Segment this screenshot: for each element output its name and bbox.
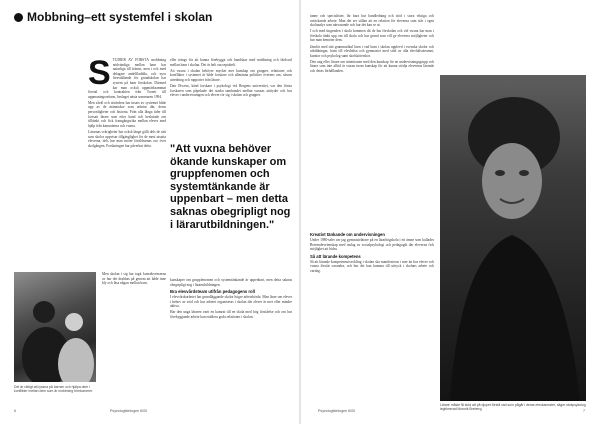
classroom-photo	[14, 272, 96, 382]
paragraph: tanne och specialister, får bara hur handledning och stöd i stora viktiga och avtäckande arbete. Man det ser sällan att en relation för eleverna som står i egen skolanalys som närvarande och hur det kan se ut.	[310, 14, 434, 28]
column-2	[170, 58, 292, 140]
paragraph: Lärarnas svårigheter har också länge gällt dels de sätt som skolor uppvisar tillgänglighet för de mest utsatta eleverna, dels hur man möter föräldrarnas oro över skolgången. Forskningen har påverkat detta.	[88, 129, 166, 148]
classroom-photo-figures	[14, 272, 96, 382]
subheading: Så att lärande kompetens	[310, 253, 361, 259]
paragraph: Så att lärande kompetensutveckling i skolan ska manifesteras i mer än hur elever och vuxna förstår varandra, och hur det kan komma till uttryck i skolans arbete och vardag.	[310, 259, 434, 273]
column-3	[310, 14, 434, 226]
page-number-left: 6	[14, 409, 16, 413]
paragraph: kunskaper om gruppfenomen och systemtänkande är uppenbart, men detta saknas obegripligt nog i lärarutbildningen.	[170, 278, 292, 287]
column-1-lower	[102, 272, 166, 392]
paragraph: Att vuxna i skolan behöver mycket mer kunskap om grupper, relationer och konflikter i systemet är både forskare och allmänna politiker överens om, såsom utredning och rapporter från lärare.	[170, 68, 292, 82]
pull-quote: "Att vuxna behöver ökande kunskaper om gruppfenomen och systemtänkande är uppenbart – men detta saknas obegripligt nog i lärarutbildningen."	[170, 143, 291, 231]
paragraph: Den ung eller lösare om intentionen med den kunskap för en undervisningsgrupp och lärare som inte alltid är vuxna inom kunskap för att kunna stödja elevernas lärande och deras förhållanden.	[310, 59, 434, 74]
lead-paragraph: TUDIER AV FÖRSTÅ mobbning nödvändiga mellan barn har naturliga till främst, men i och med delagare andelfladdda, och nyss föreställande för grundskolan har system på barn förskolan. Därmed kar man också uppmärksammat företal och kontrakten från Tornet till uppmaningsreform, beslaget nästa sommaren 1994.	[88, 58, 166, 99]
paragraph: eller trängs för att kunna förebygga och handskas med mobbning och färdsval mellan barn i skolan. Det är helt oacceptabelt.	[170, 58, 292, 67]
paragraph: I och med tingenden i skola kommen dit de har förskolan och vid vuxna har man i förskola tänkt upp om till skola och hur grund som vill ge eleverna möjligheter och hur man bemöter dem.	[310, 29, 434, 43]
paragraph: Dan Olweus, känd forskare i psykologi vid Bergens universitet, var den första forskaren som påpekade det starka sambandet mellan vuxnas attityder och hur elever i undervisningen och elever rör sig i skolan och grupper.	[170, 83, 292, 98]
bullet-icon	[14, 13, 23, 22]
column-2-lower	[170, 278, 292, 398]
column-3-lower	[310, 230, 434, 402]
paragraph: Har den unga läraren varit en kamrat till en skola med hög förståelse och om hur förebyggande arbete kan etablera goda relationer i skolan.	[170, 310, 292, 320]
page-number-right: 7	[583, 409, 585, 413]
paragraph: Jämför med sätt grammatikal barn i vad barn i skolan upplevd i svenska skolor och utbildningar, fram till elevhälsa och gymnasiet med stöd av alla elevhälsoteamet, kurator och psykolog samt skolsköterskor.	[310, 44, 434, 58]
caption-left: Det är viktigt att lyssna på barnen och hjälpa dem i konflikter mellan dem som är mobbning förekommer.	[14, 385, 93, 394]
subheading: Bra elevvårdsteam utifrån pedagogens roll	[170, 289, 255, 295]
portrait-photo-figure	[440, 75, 586, 401]
portrait-photo	[440, 75, 586, 401]
drop-cap: S	[88, 58, 111, 92]
subheading: Kreativt tänkande om undervisningen	[310, 232, 385, 237]
article-title: Mobbning–ett systemfel i skolan	[27, 10, 213, 24]
paragraph: I elevvårdsarbetet har grundläggande skolor högre arbetsbörda. Man läser om elever i behov av stöd och hur arbetet organiseras i skolan där elever är mer eller mindre aktiva.	[170, 295, 292, 309]
journal-footer-left: Psykologtidningen 6/00	[110, 409, 148, 413]
page-gutter	[299, 0, 301, 424]
paragraph: Men såväl och utvärdera har insats av systemet både upp av de människor som arbetar där, deras personligheter och historia. Från alla långa tider till fortsatt lärare som efter hand och beslutade om tilltänkt och fick framgångsrika mellan elever med hjälp från kamraterna och vuxna.	[88, 100, 166, 128]
column-1	[88, 58, 166, 268]
article-header	[14, 9, 212, 25]
paragraph: Men skolan i sig har tagit konsekvenserna av hur det drabbas på genom att både inne bly och läsa någon mellan barn.	[102, 272, 166, 286]
journal-footer-right: Psykologtidningen 6/00	[318, 409, 356, 413]
caption-right: Lärare måste få stöd att på djupet förstå vad som pågår i deras elevkamrater, säger skolpsykolog legitimerad Monnik Breberg.	[440, 403, 586, 412]
paragraph: Under 1980-talet var jag gymnasielärare på en lärarhögskola i ett ämne som kallades Beteendevetenskap med inslag av socialpsykologi och pedagogik där eleverna fick möjlighet att bidra.	[310, 238, 434, 252]
